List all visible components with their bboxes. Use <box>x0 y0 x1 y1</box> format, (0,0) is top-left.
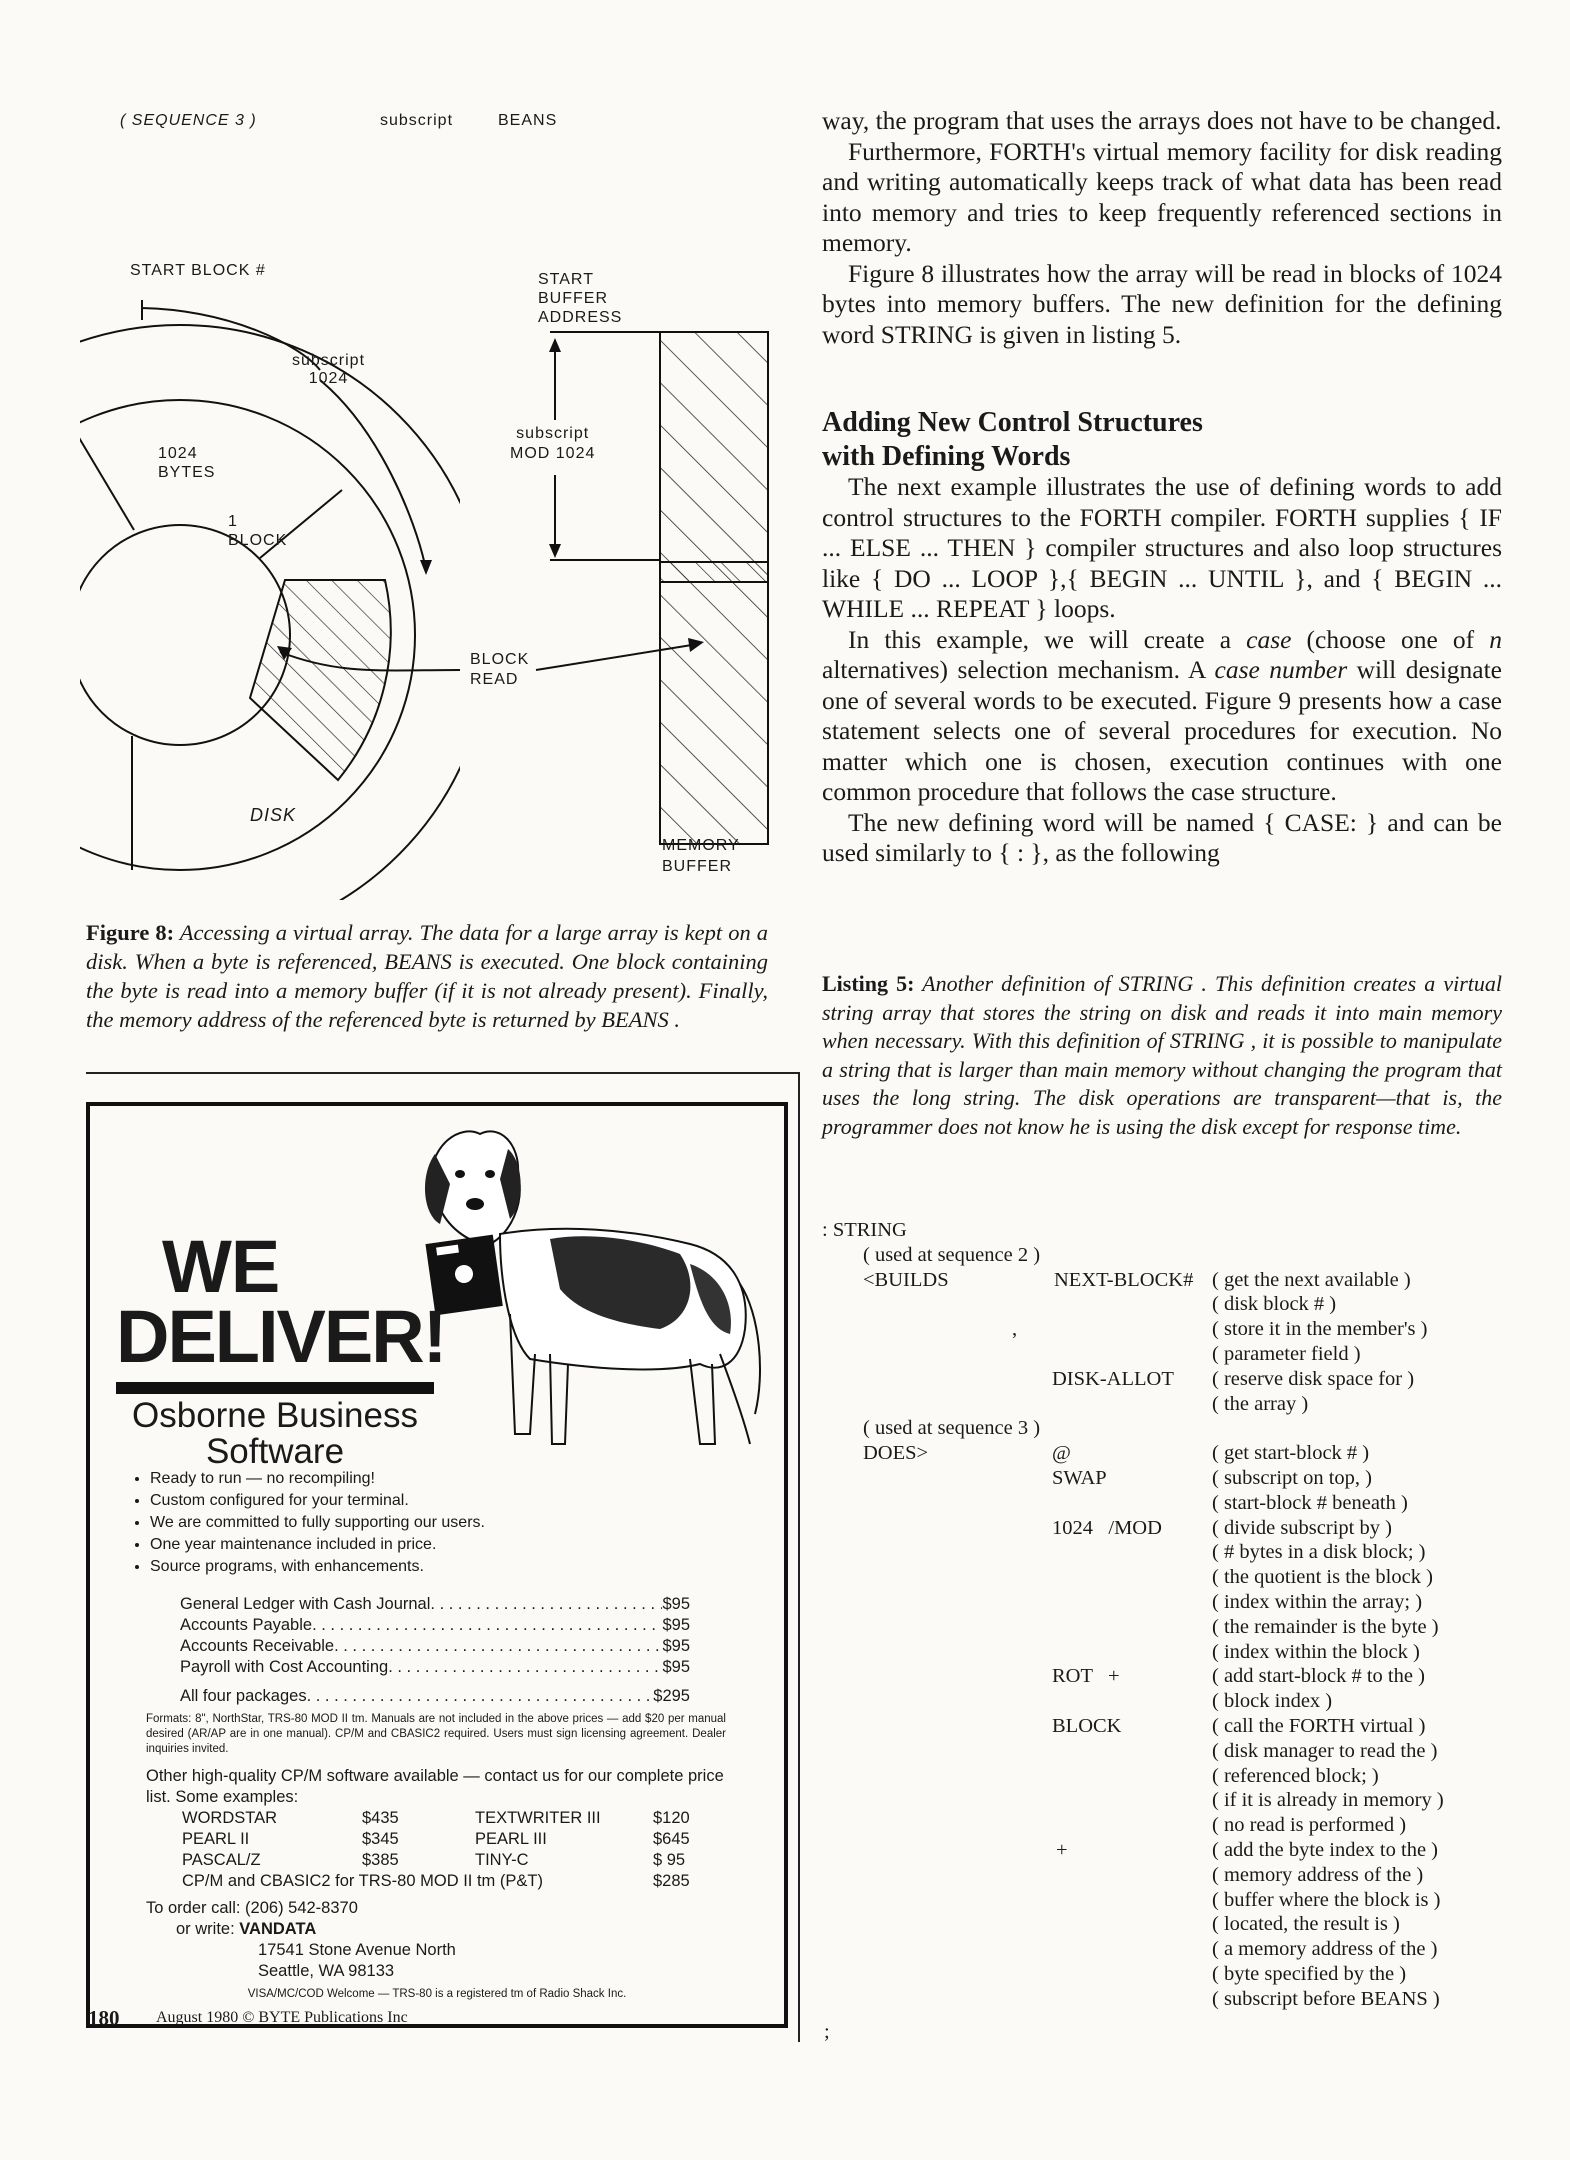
code-line-comment: ( block index ) <box>1212 1690 1333 1713</box>
subscript-1024-label: subscript 1024 <box>292 352 366 387</box>
caption-label: Figure 8: <box>86 920 175 945</box>
listing-caption <box>822 970 1502 1141</box>
virtual-array-diagram <box>80 100 780 900</box>
price-row: Accounts Payable . . . $95 <box>180 1615 690 1636</box>
code-line-comment: ( disk manager to read the ) <box>1212 1739 1438 1762</box>
ad-feature: • Source programs, with enhancements. <box>150 1556 485 1578</box>
code-line-comment: ( # bytes in a disk block; ) <box>1212 1541 1426 1564</box>
code-line-comment: ( index within the block ) <box>1212 1640 1420 1663</box>
page-number: 180 <box>88 2006 120 2030</box>
code-line-comment: ( buffer where the block is ) <box>1212 1888 1441 1911</box>
code-line-word: , <box>1012 1318 1018 1341</box>
block-read-label: BLOCK READ <box>470 651 530 688</box>
price-row: Payroll with Cost Accounting . . . $95 <box>180 1657 690 1678</box>
code-line-word: 1024 /MOD <box>1052 1516 1162 1539</box>
order-address-line2: Seattle, WA 98133 <box>258 1962 395 1980</box>
section-heading: Adding New Control Structures with Defining Words <box>822 407 1203 472</box>
code-line-comment: ( subscript on top, ) <box>1212 1467 1372 1489</box>
code-line-comment: ( call the FORTH virtual ) <box>1212 1715 1426 1737</box>
memory-buffer-label: MEMORY BUFFER <box>662 837 740 875</box>
advertisement <box>86 1102 788 2028</box>
paragraph: The new defining word will be named { CASE: } and can be used similarly to { : }, as the following <box>822 807 1502 867</box>
paragraph: Furthermore, FORTH's virtual memory facility for disk reading and writing automatically keeps track of what data has been read into memory and tries to keep frequently referenced sections in memory. <box>822 136 1502 257</box>
dog-illustration <box>400 1114 770 1474</box>
listing-text: Another definition of STRING . This definition creates a virtual string array that stores the string on disk and reads it into main memory when necessary. With this definition of STRING , it is possible to manipulate a string that is larger than main memory without changing the program that uses the long string. The disk operations are transparent—that is, the programmer does not know he is using the disk except for response time. <box>822 971 1502 1139</box>
code-line-comment: ( index within the array; ) <box>1212 1591 1423 1613</box>
one-block-label: 1 BLOCK <box>228 513 288 549</box>
listing-end: ; <box>824 2021 830 2043</box>
ad-headline-deliver: DELIVER! <box>116 1295 446 1378</box>
code-line-comment: ( divide subscript by ) <box>1212 1516 1392 1539</box>
code-line-label: DOES> <box>822 1442 929 1465</box>
code-line-comment: ( the remainder is the byte ) <box>1212 1615 1439 1638</box>
code-line-label: : STRING <box>822 1219 907 1241</box>
paragraph: The next example illustrates the use of defining words to add control structures to the FORTH compiler. FORTH supplies { IF ... ELSE ... THEN } compiler structures and also loop structures like { DO ... LOOP },{ BEGIN ... UNTIL }, and { BEGIN ... WHILE ... REPEAT } loops. <box>822 472 1502 623</box>
figure-caption <box>86 918 768 1034</box>
caption-text: Accessing a virtual array. The data for a large array is kept on a disk. When a byte is referenced, BEANS is executed. One block containing the byte is read into a memory buffer (if it is not already present). Finally, the memory address of the referenced byte is returned by BEANS . <box>86 920 768 1032</box>
code-line-comment: ( get start-block # ) <box>1212 1442 1370 1465</box>
code-line-comment: ( a memory address of the ) <box>1212 1938 1438 1961</box>
ad-feature-list <box>130 1468 485 1578</box>
code-line-comment: ( subscript before BEANS ) <box>1212 1987 1440 2010</box>
ad-footer: VISA/MC/COD Welcome — TRS-80 is a registered tm of Radio Shack Inc. <box>247 1988 627 2000</box>
ad-feature: • Custom configured for your terminal. <box>150 1490 485 1512</box>
code-line-comment: ( store it in the member's ) <box>1212 1318 1428 1341</box>
code-line-word: BLOCK <box>1052 1715 1122 1737</box>
article-column-right <box>822 106 1502 350</box>
code-line-comment: ( no read is performed ) <box>1212 1814 1407 1837</box>
start-buffer-address-label: START BUFFER ADDRESS <box>538 271 623 326</box>
ad-rule <box>116 1382 434 1394</box>
code-line-word: + <box>1056 1839 1068 1861</box>
subscript-mod-label: subscript MOD 1024 <box>510 425 596 462</box>
bytes-1024-label: 1024 BYTES <box>158 445 216 481</box>
code-line-comment: ( if it is already in memory ) <box>1212 1789 1444 1812</box>
ad-headline-we: WE <box>162 1225 280 1308</box>
code-line-label: <BUILDS <box>822 1268 949 1291</box>
ad-examples <box>182 1808 722 1892</box>
figure-8 <box>80 100 780 900</box>
paragraph: way, the program that uses the arrays does not have to be changed. <box>822 106 1502 135</box>
example-row: CP/M and CBASIC2 for TRS-80 MOD II tm (P&T) $285 <box>182 1872 690 1890</box>
code-line-comment: ( parameter field ) <box>1212 1343 1361 1365</box>
code-line-comment: ( the array ) <box>1212 1392 1309 1415</box>
ad-price-list <box>180 1594 690 1707</box>
ad-company-name: Osborne Business Software <box>132 1396 418 1471</box>
code-line-word: DISK-ALLOT <box>1052 1367 1174 1390</box>
beans-label: BEANS <box>498 112 558 129</box>
code-line-comment: ( start-block # beneath ) <box>1212 1491 1408 1514</box>
start-block-label: START BLOCK # <box>130 262 266 279</box>
code-line-word: SWAP <box>1052 1467 1107 1489</box>
column-divider-horizontal <box>86 1072 800 1074</box>
example-row: WORDSTAR $435 TEXTWRITER III $120 <box>182 1809 690 1827</box>
code-listing <box>822 1218 1512 2018</box>
price-row-all: All four packages . . . $295 <box>180 1686 690 1707</box>
ad-order-info <box>146 1898 456 1982</box>
code-line-comment: ( memory address of the ) <box>1212 1863 1424 1886</box>
code-line-label: ( used at sequence 2 ) <box>822 1243 1041 1266</box>
sequence-label: ( SEQUENCE 3 ) <box>120 112 257 129</box>
code-line-comment: ( get the next available ) <box>1212 1268 1411 1291</box>
code-line-comment: ( reserve disk space for ) <box>1212 1367 1415 1390</box>
paragraph: In this example, we will create a case (choose one of n alternatives) selection mechanism. A case number will designate one of several words to be executed. Figure 9 presents how a case statement selects one of several procedures for execution. No matter which one is chosen, execution continues with one common procedure that follows the case structure. <box>822 624 1502 806</box>
ad-feature: • We are committed to fully supporting our users. <box>150 1512 485 1534</box>
page-footer-text: August 1980 © BYTE Publications Inc <box>156 2009 408 2026</box>
ad-formats: Formats: 8", NorthStar, TRS-80 MOD II tm. Manuals are not included in the above prices — add $20 per manual desired (AR/AP are in one manual). CP/M and CBASIC2 required. Users must sign licensing agreement. Dealer inquiries invited. <box>146 1713 726 1755</box>
disk-label: DISK <box>250 805 297 825</box>
order-write: or write: VANDATA <box>176 1920 317 1938</box>
column-divider-vertical <box>798 1072 800 2042</box>
code-line-word: ROT + <box>1052 1665 1120 1688</box>
code-line-word: @ <box>1052 1442 1071 1465</box>
code-line-comment: ( add the byte index to the ) <box>1212 1839 1439 1861</box>
ad-feature: • Ready to run — no recompiling! <box>150 1468 485 1490</box>
code-line-comment: ( add start-block # to the ) <box>1212 1665 1425 1688</box>
subscript-label: subscript <box>380 112 454 129</box>
ad-feature: • One year maintenance included in price. <box>150 1534 485 1556</box>
example-row: PEARL II $345 PEARL III $645 <box>182 1830 690 1848</box>
example-row: PASCAL/Z $385 TINY-C $ 95 <box>182 1851 686 1869</box>
order-address-line1: 17541 Stone Avenue North <box>258 1941 456 1959</box>
order-phone: To order call: (206) 542-8370 <box>146 1899 358 1917</box>
article-column-right-2 <box>822 472 1502 869</box>
paragraph: Figure 8 illustrates how the array will be read in blocks of 1024 bytes into memory buffers. The new definition for the defining word STRING is given in listing 5. <box>822 258 1502 349</box>
code-line-comment: ( referenced block; ) <box>1212 1764 1379 1787</box>
code-line-label: ( used at sequence 3 ) <box>822 1417 1041 1440</box>
code-line-comment: ( located, the result is ) <box>1212 1913 1400 1936</box>
ad-other-software: Other high-quality CP/M software available — contact us for our complete price list. Some examples: <box>146 1767 724 1806</box>
code-line-comment: ( disk block # ) <box>1212 1293 1337 1316</box>
code-line-comment: ( the quotient is the block ) <box>1212 1566 1433 1589</box>
price-row: Accounts Receivable . . . $95 <box>180 1636 690 1657</box>
code-line-comment: ( byte specified by the ) <box>1212 1963 1407 1985</box>
listing-label: Listing 5: <box>822 971 915 996</box>
price-row: General Ledger with Cash Journal . . . $95 <box>180 1594 690 1615</box>
code-line-word: NEXT-BLOCK# <box>1054 1268 1194 1291</box>
memory-buffer-shape <box>660 332 768 844</box>
